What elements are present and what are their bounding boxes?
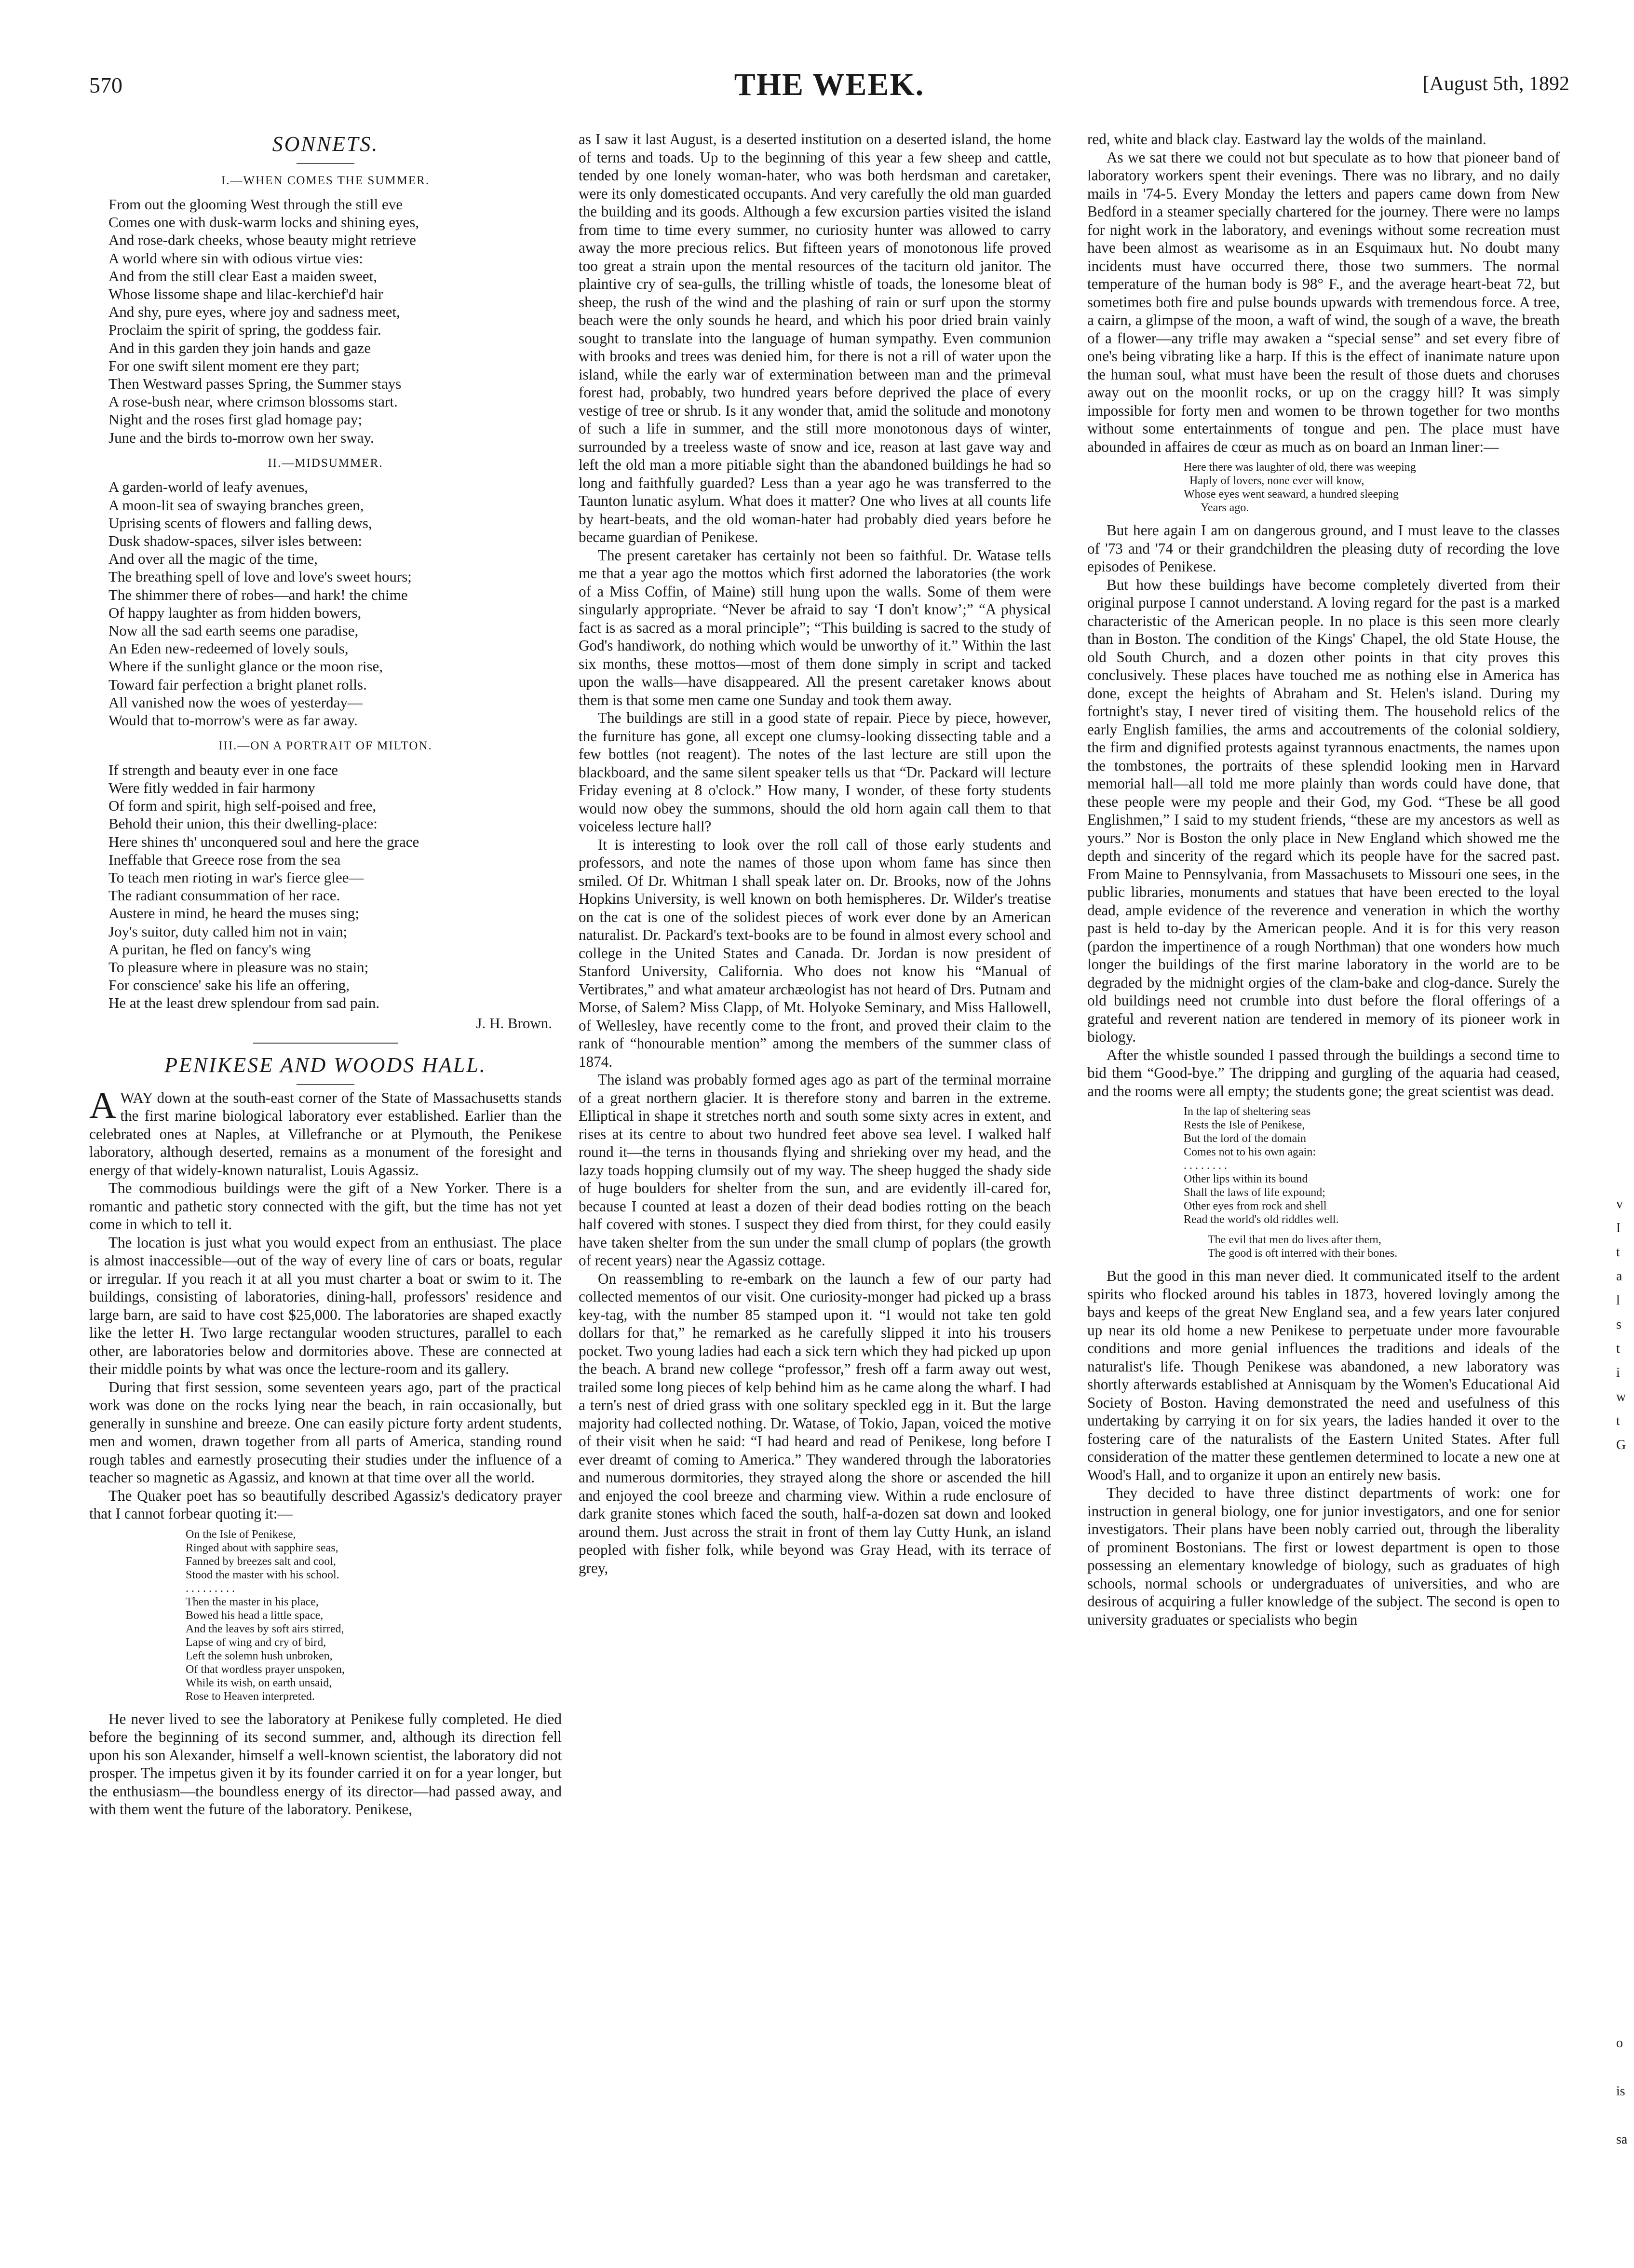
article-paragraph: It is interesting to look over the roll call of those early students and professors, and note the names of those upon whom fame has since then smiled. Of Dr. Whitman I shall speak later on. Dr. Brooks, now of the Johns Hopkins University, is well known on both hemispheres. Dr. Wilder's treatise on the cat is one of the solidest pieces of work ever done by an American naturalist. Dr. Packard's text-books are to be found in almost every school and college in the United States and Canada. Dr. Jordan is now president of Stanford University, California. Who does not know his “Manual of Vertibrates,” and what amateur archæologist has not heard of Drs. Putnam and Morse, of Salem? Miss Clapp, of Mt. Holyoke Seminary, and Miss Hallowell, of Wellesley, have recently come to the front, and proved their claim to the rank of “honourable mention” among the members of the summer class of 1874. (579, 836, 1051, 1070)
edge-fragment: t (1616, 1245, 1620, 1260)
edge-fragment: is (1616, 2084, 1625, 2099)
column-3 (1087, 130, 1560, 1629)
divider (253, 1043, 398, 1044)
sonnet-1-heading: I.—WHEN COMES THE SUMMER. (221, 174, 430, 187)
article-paragraph: As we sat there we could not but speculate as to how that pioneer band of laboratory workers spent their evenings. There was no library, and no daily mails in '74-5. Every Monday the letters and papers came down from New Bedford in a steamer specially chartered for the journey. There were no lamps for night work in the laboratory, and evenings without some recreation must have been almost as wearisome as in an Esquimaux hut. No doubt many incidents must have occurred there, those two summers. The normal temperature of the human body is 98° F., and the average heart-beat 72, but sometimes both fire and pulse bounds upwards with tremendous force. A tree, a cairn, a glimpse of the moon, a waft of wind, the sough of a wave, the breath of a flower—any trifle may awaken a “special sense” and set every fibre of one's being vibrating like a harp. If this is the effect of inanimate nature upon the human soul, what must have been the result of those duets and choruses away out on the moonlit rocks, or up on the craggy hill? It was simply impossible for forty men and women to be thrown together for two months without some entertainments of tongue and pen. The place must have abounded in affaires de cœur as much as on board an Inman liner:— (1087, 149, 1560, 455)
article-paragraph: On reassembling to re-embark on the launch a few of our party had collected mementos of our visit. One curiosity-monger had picked up a brass key-tag, with the number 85 stamped upon it. “I would not take ten gold dollars for that,” he remarked as he carefully slipped it into his trousers pocket. Two young ladies had each a sick tern which they had picked up upon the beach. A brand new college “professor,” fresh off a farm away out west, trailed some long pieces of kelp behind him as he came along the wharf. I had a tern's nest of dried grass with one solitary speckled egg in it. But the large majority had collected nothing. Dr. Watase, of Tokio, Japan, voiced the motive of their visit when he said: “I had heard and read of Penikese, long before I ever dreamt of coming to America.” They wandered through the laboratories and numerous dormitories, they strayed along the shore or ascended the hill and enjoyed the cool breeze and charming view. Within a rude enclosure of dark granite stones which faced the south, half-a-dozen sat down and looked around them. Just across the strait in front of them lay Cutty Hunk, an island peopled with fisher folk, while beyond was Gray Head, with its terrace of grey, (579, 1270, 1051, 1576)
journal-title: THE WEEK. (734, 67, 925, 102)
quoted-poem: On the Isle of Penikese, Ringed about with sapphire seas, Fanned by breezes salt and cool, Stood the master with his school. . . . . . . . . . Then the master in his place, Bowed his head a little space, And the leaves by soft airs stirred, Lapse of wing and cry of bird, Left the solemn hush unbroken, Of that wordless prayer unspoken, While its wish, on earth unsaid, Rose to Heaven interpreted. (186, 1528, 345, 1703)
edge-fragment: s (1616, 1317, 1621, 1332)
edge-fragment: a (1616, 1269, 1622, 1284)
article-paragraph: After the whistle sounded I passed through the buildings a second time to bid them “Good-bye.” The dripping and gurgling of the aquaria had ceased, and the rooms were all empty; the students gone; the great scientist was dead. (1087, 1046, 1560, 1100)
article-paragraph: But here again I am on dangerous ground, and I must leave to the classes of '73 and '74 or their grandchildren the pleasing duty of recording the love episodes of Penikese. (1087, 522, 1560, 575)
sonnets-title: SONNETS. (272, 132, 379, 156)
column-2 (579, 130, 1051, 1577)
article-paragraph: During that first session, some seventeen years ago, part of the practical work was done on the rocks lying near the beach, in rain occasionally, but generally in sunshine and breeze. One can easily picture forty ardent students, men and women, drawn together from all parts of America, standing round rough tables and earnestly prosecuting their studies under the influence of a teacher so magnetic as Agassiz, and known at that time over all the world. (89, 1378, 562, 1486)
article-paragraph: red, white and black clay. Eastward lay the wolds of the mainland. (1087, 131, 1486, 148)
edge-fragment: i (1616, 1365, 1620, 1380)
divider (297, 1084, 354, 1085)
edge-fragment: l (1616, 1293, 1620, 1308)
edge-fragment: G (1616, 1438, 1626, 1453)
divider (297, 163, 354, 164)
author-signature: J. H. Brown. (476, 1014, 552, 1032)
edge-fragment: w (1616, 1389, 1626, 1404)
quoted-poem: The evil that men do lives after them, The good is oft interred with their bones. (1208, 1234, 1398, 1260)
column-1 (89, 130, 562, 1819)
page-number: 570 (89, 73, 122, 97)
quoted-poem: Here there was laughter of old, there was weeping Haply of lovers, none ever will know, Whose eyes went seaward, a hundred sleeping Years ago. (1184, 461, 1416, 514)
page-header (89, 67, 1569, 106)
quoted-poem: In the lap of sheltering seas Rests the Isle of Penikese, But the lord of the domain Comes not to his own again: . . . . . . . . Other lips within its bound Shall the laws of life expound; Other eyes from rock and shell Read the world's old riddles well. (1184, 1105, 1339, 1226)
edge-fragment: t (1616, 1413, 1620, 1428)
article-paragraph: The Quaker poet has so beautifully described Agassiz's dedicatory prayer that I cannot forbear quoting it:— (89, 1487, 562, 1522)
issue-date: [August 5th, 1892 (1422, 73, 1569, 95)
article-paragraph: They decided to have three distinct departments of work: one for instruction in general biology, one for junior investigators, and one for senior investigators. Their plans have been nobly carried out, through the liberality of prominent Bostonians. The first or lowest department is open to those possessing an elementary knowledge of biology, such as graduates of high schools, normal schools or undergraduates of universities, and who are desirous of acquiring a fuller knowledge of the subject. The second is open to university graduates or specialists who begin (1087, 1484, 1560, 1628)
sonnet-1: From out the glooming West through the still eve Comes one with dusk-warm locks and shining eyes, And rose-dark cheeks, whose beauty might retrieve A world where sin with odious virtue vies: And from the still clear East a maiden sweet, Whose lissome shape and lilac-kerchief'd hair And shy, pure eyes, where joy and sadness meet, Proclaim the spirit of spring, the goddess fair. And in this garden they join hands and gaze For one swift silent moment ere they part; Then Westward passes Spring, the Summer stays A rose-bush near, where crimson blossoms start. Night and the roses first glad homage pay; June and the birds to-morrow own her sway. (108, 196, 419, 446)
edge-fragment: v (1616, 1196, 1623, 1211)
article-paragraph: The buildings are still in a good state of repair. Piece by piece, however, the furniture has gone, all except one clumsy-looking dissecting table and a few bottles (not reagent). The notes of the last lecture are still upon the blackboard, and the same silent speaker tells us that “Dr. Packard will lecture Friday evening at 8 o'clock.” How many, I wonder, of these forty students would now obey the summons, should the old horn again call them to that voiceless lecture hall? (579, 709, 1051, 835)
article-paragraph: But the good in this man never died. It communicated itself to the ardent spirits who flocked around his tables in 1873, hovered lovingly among the bays and keeps of the great New England sea, and a few years later conjured up near its old home a new Penikese to perpetuate under more favourable conditions and more genial influences the traditions and ideals of the naturalist's life. Though Penikese was abandoned, a new laboratory was shortly afterwards established at Annisquam by the Women's Educational Aid Society of Boston. Having demonstrated the need and usefulness of this undertaking by carrying it on for six years, the ladies handed it over to the fostering care of the naturalists of the Eastern United States. After full consideration of the matter these gentlemen determined to locate a new one at Wood's Hall, and to organize it upon an entirely new basis. (1087, 1267, 1560, 1483)
article-paragraph: as I saw it last August, is a deserted institution on a deserted island, the home of terns and toads. Up to the beginning of this year a few sheep and cattle, tended by one lonely woman-hater, who was both herdsman and caretaker, were its only domesticated occupants. And very carefully the old man guarded the building and its goods. Although a few excursion parties visited the island from time to time every summer, no curiosity hunter was allowed to carry away the more precious relics. But fifteen years of monotonous life proved too great a strain upon the mental resources of the taciturn old janitor. The plaintive cry of sea-gulls, the trilling whistle of toads, the lonesome bleat of sheep, the rush of the wind and the plashing of rain or surf upon the stormy beach were the only sounds he heard, and which his poor dried brain vainly sought to translate into the language of human sympathy. Even communion with brooks and trees was denied him, for there is not a rill of water upon the island, while the early war of extermination between man and the primeval forest had, probably, two hundred years before deprived the place of every vestige of tree or shrub. Is it any wonder that, amid the solitude and monotony of such a life in summer, and the still more monotonous days of winter, surrounded by a treeless waste of snow and ice, reason at last gave way and left the old man a more pitiable sight than the abandoned buildings he had so long and faithfully guarded? Less than a year ago he was transferred to the Taunton lunatic asylum. What does it matter? One who lives at all counts life by heart-beats, and the old woman-hater had probably died years before he became guardian of Penikese. (579, 131, 1051, 545)
sonnet-3-heading: III.—ON A PORTRAIT OF MILTON. (218, 739, 432, 753)
edge-fragment: sa (1616, 2132, 1628, 2147)
article-paragraph: He never lived to see the laboratory at Penikese fully completed. He died before the beginning of its second summer, and, although its direction fell upon his son Alexander, himself a well-known scientist, the laboratory did not prosper. The impetus given it by its founder carried it on for a year longer, but the enthusiasm—the boundless energy of its director—had passed away, and with them went the future of the laboratory. Penikese, (89, 1710, 562, 1818)
sonnet-2: A garden-world of leafy avenues, A moon-lit sea of swaying branches green, Uprising scents of flowers and falling dews, Dusk shadow-spaces, silver isles between: And over all the magic of the time, The breathing spell of love and love's sweet hours; The shimmer there of robes—and hark! the chime Of happy laughter as from hidden bowers, Now all the sad earth seems one paradise, An Eden new-redeemed of lovely souls, Where if the sunlight glance or the moon rise, Toward fair perfection a bright planet rolls. All vanished now the woes of yesterday— Would that to-morrow's were as far away. (108, 478, 412, 729)
article-paragraph: But how these buildings have become completely diverted from their original purpose I cannot understand. A loving regard for the past is a marked characteristic of the American people. In no place is this seen more clearly than in Boston. The condition of the Kings' Chapel, the old State House, the old South Church, and a dozen other points in that city proves this conclusively. These places have touched me as nothing else in America has done, except the heights of Abraham and St. Helen's island. During my fortnight's stay, I never tired of visiting them. The household relics of the early English families, the arms and accoutrements of the colonial soldiery, the firm and dignified protests against tyrannous enactments, the names upon the tombstones, the portraits of these splendid looking men in Harvard memorial hall—all told me more plainly than words could have done, that these people were my people and their God, my God. “These be all good Englishmen,” I said to my student friends, “these are my ancestors as well as yours.” Nor is Boston the only place in New England which showed me the depth and sincerity of the regard which its people have for the sacred past. From Maine to Pennsylvania, from Massachusets to Missouri one sees, in the public libraries, monuments and statues that have been erected to the loyal dead, ample evidence of the reverence and veneration in which the worthy past is held to-day by the American people. And it is for this very reason (pardon the impertinence of a rough Northman) that one wonders how much longer the buildings of the first marine laboratory in the world are to be degraded by the midnight orgies of the clam-bake and clog-dance. Surely the old buildings need not crumble into dust before the floral offerings of a grateful and reverent nation are tendered in memory of its pioneer work in biology. (1087, 576, 1560, 1045)
article-paragraph: The present caretaker has certainly not been so faithful. Dr. Watase tells me that a year ago the mottos which first adorned the laboratories (the work of a Miss Coffin, of Maine) still hung upon the walls. Some of them were singularly appropriate. “Never be afraid to say ‘I don't know’;” “A physical fact is as sacred as a moral principle”; “This building is sacred to the study of God's handiwork, do nothing which would be unworthy of it.” Within the last six months, these mottos—most of them done simply in script and tacked upon the walls—have disappeared. All the present caretaker knows about them is that some men came one Sunday and took them away. (579, 546, 1051, 708)
article-paragraph: The island was probably formed ages ago as part of the terminal morraine of a great northern glacier. It is therefore stony and barren in the extreme. Elliptical in shape it stretches north and south some sixty acres in extent, and rises at its centre to about two hundred feet above sea level. I walked half round it—the terns in thousands flying and shrieking over my head, and the lazy toads hopping clumsily out of my way. The sheep hugged the shady side of huge boulders for shelter from the sun, and are evidently ill-cared for, because I counted at least a dozen of their dead bodies rotting on the beach half covered with stones. I suspect they died from thirst, for they could easily have taken shelter from the sun under the small clump of poplars (the growth of recent years) near the Agassiz cottage. (579, 1071, 1051, 1269)
article-title: PENIKESE AND WOODS HALL. (164, 1053, 486, 1077)
edge-fragment: o (1616, 2036, 1623, 2051)
drop-cap: A (89, 1084, 117, 1126)
sonnet-2-heading: II.—MIDSUMMER. (268, 456, 383, 470)
article-paragraph: AWAY down at the south-east corner of the State of Massachusetts stands the first marine biological laboratory ever established. Earlier than the celebrated ones at Naples, at Villefranche or at Plymouth, the Penikese laboratory, although deserted, remains as a monument of the foresight and energy of that widely-known naturalist, Louis Agassiz. (89, 1084, 562, 1179)
sonnet-3: If strength and beauty ever in one face Were fitly wedded in fair harmony Of form and spirit, high self-poised and free, Behold their union, this their dwelling-place: Here shines th' unconquered soul and here the grace Ineffable that Greece rose from the sea To teach men rioting in war's fierce glee— The radiant consummation of her race. Austere in mind, he heard the muses sing; Joy's suitor, duty called him not in vain; A puritan, he fled on fancy's wing To pleasure where in pleasure was no stain; For conscience' sake his life an offering, He at the least drew splendour from sad pain. (108, 761, 419, 1012)
article-paragraph: The commodious buildings were the gift of a New Yorker. There is a romantic and pathetic story connected with the gift, but the time has not yet come in which to tell it. (89, 1180, 562, 1233)
edge-fragment: I (1616, 1221, 1621, 1236)
article-paragraph: The location is just what you would expect from an enthusiast. The place is almost inaccessible—out of the way of every line of cars or boats, regular or irregular. If you reach it at all you must charter a boat or swim to it. The buildings, consisting of laboratories, dining-hall, professors' residence and large barn, are said to have cost $25,000. The laboratories are shaped exactly like the letter H. Two large rectangular wooden structures, parallel to each other, are laboratories below and dormitories above. These are connected at their middle points by what was once the lecture-room and its gallery. (89, 1234, 562, 1378)
edge-fragment: t (1616, 1341, 1620, 1356)
